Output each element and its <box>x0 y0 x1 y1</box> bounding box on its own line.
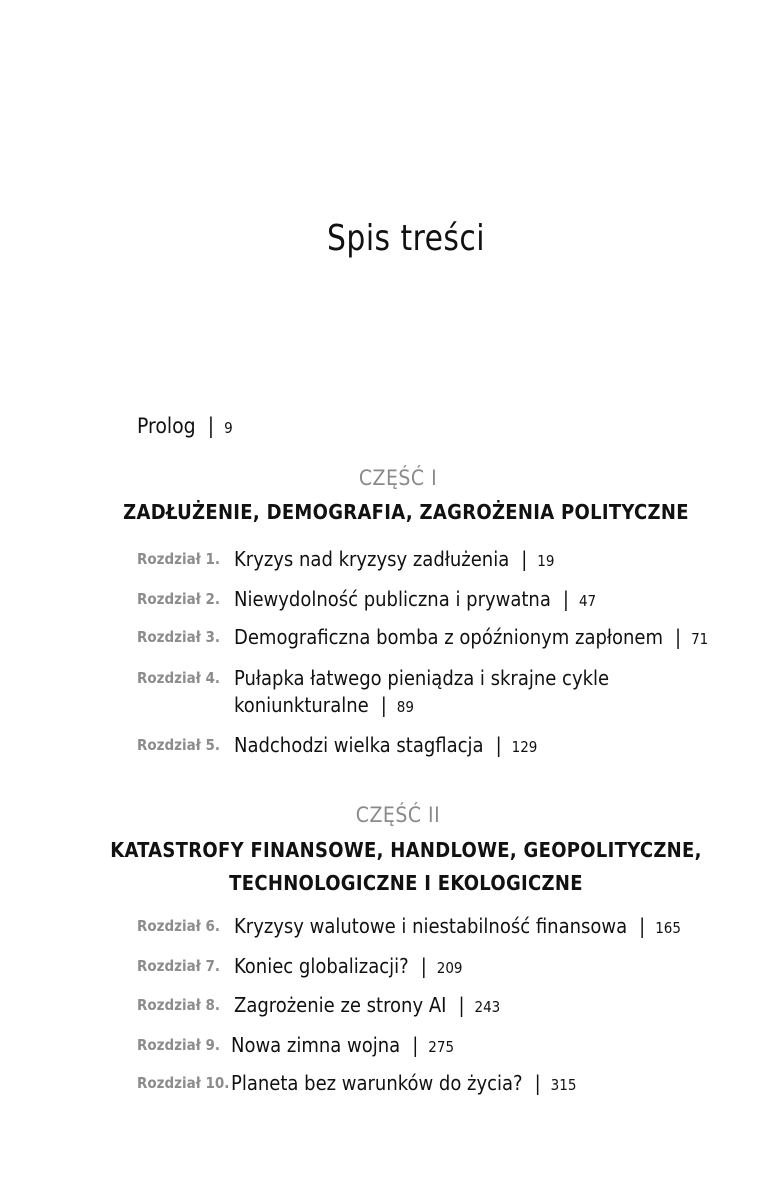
separator: | <box>521 547 528 571</box>
separator: | <box>675 625 682 649</box>
chapter-label: Rozdział 6. <box>137 917 220 935</box>
chapter-title-line: koniunkturalne <box>234 693 369 717</box>
part-label: CZĘŚĆ I <box>358 466 438 490</box>
chapter-label: Rozdział 5. <box>137 736 220 754</box>
part-title-line: KATASTROFY FINANSOWE, HANDLOWE, GEOPOLITYCZNE, <box>110 838 702 862</box>
chapter-title-line: Pułapka łatwego pieniądza i skrajne cykle <box>234 666 610 690</box>
prolog-entry[interactable] <box>137 414 233 438</box>
chapter-title: Zagrożenie ze strony AI <box>234 993 447 1017</box>
page-number: 71 <box>691 630 709 648</box>
part-title-line: ZADŁUŻENIE, DEMOGRAFIA, ZAGROŻENIA POLITYCZNE <box>123 500 689 524</box>
part-title-line: TECHNOLOGICZNE I EKOLOGICZNE <box>229 871 583 895</box>
page-number: 209 <box>436 959 463 977</box>
chapter-label: Rozdział 3. <box>137 628 220 646</box>
chapter-label: Rozdział 1. <box>137 550 220 568</box>
page-number: 243 <box>474 998 501 1016</box>
chapter-label: Rozdział 10. <box>137 1074 230 1092</box>
separator: | <box>420 954 427 978</box>
prolog-label: Prolog <box>137 414 196 438</box>
page-number: 19 <box>537 552 555 570</box>
chapter-title: Nadchodzi wielka stagflacja <box>234 733 484 757</box>
chapter-label: Rozdział 7. <box>137 957 220 975</box>
page-title: Spis treści <box>327 218 485 259</box>
chapter-title: Koniec globalizacji? <box>234 954 409 978</box>
separator: | <box>495 733 502 757</box>
separator: | <box>458 993 465 1017</box>
chapter-title: Planeta bez warunków do życia? <box>231 1071 523 1095</box>
page-number: 47 <box>578 592 597 610</box>
page-number: 315 <box>550 1076 577 1094</box>
separator: | <box>412 1033 419 1057</box>
separator: | <box>639 914 646 938</box>
part-title <box>0 496 776 529</box>
chapter-title: Kryzys nad kryzysy zadłużenia <box>234 547 510 571</box>
page-number: 275 <box>428 1038 455 1056</box>
separator: | <box>562 587 569 611</box>
page-number: 165 <box>655 919 681 937</box>
separator: | <box>207 414 215 438</box>
page-number: 89 <box>396 698 414 716</box>
chapter-title: Demograficzna bomba z opóźnionym zapłonem <box>234 625 664 649</box>
chapter-label: Rozdział 8. <box>137 996 220 1014</box>
page-number: 129 <box>511 738 538 756</box>
separator: | <box>380 693 387 717</box>
chapter-label: Rozdział 9. <box>137 1036 220 1054</box>
page-number: 9 <box>224 419 233 437</box>
chapter-title: Nowa zimna wojna <box>231 1033 401 1057</box>
chapter-label: Rozdział 2. <box>137 590 220 608</box>
part-label: CZĘŚĆ II <box>355 803 441 827</box>
part-title <box>0 834 776 900</box>
separator: | <box>534 1071 541 1095</box>
chapter-title: Niewydolność publiczna i prywatna <box>234 587 551 611</box>
chapter-label: Rozdział 4. <box>137 669 220 687</box>
chapter-title: Kryzysy walutowe i niestabilność finansowa <box>234 914 628 938</box>
